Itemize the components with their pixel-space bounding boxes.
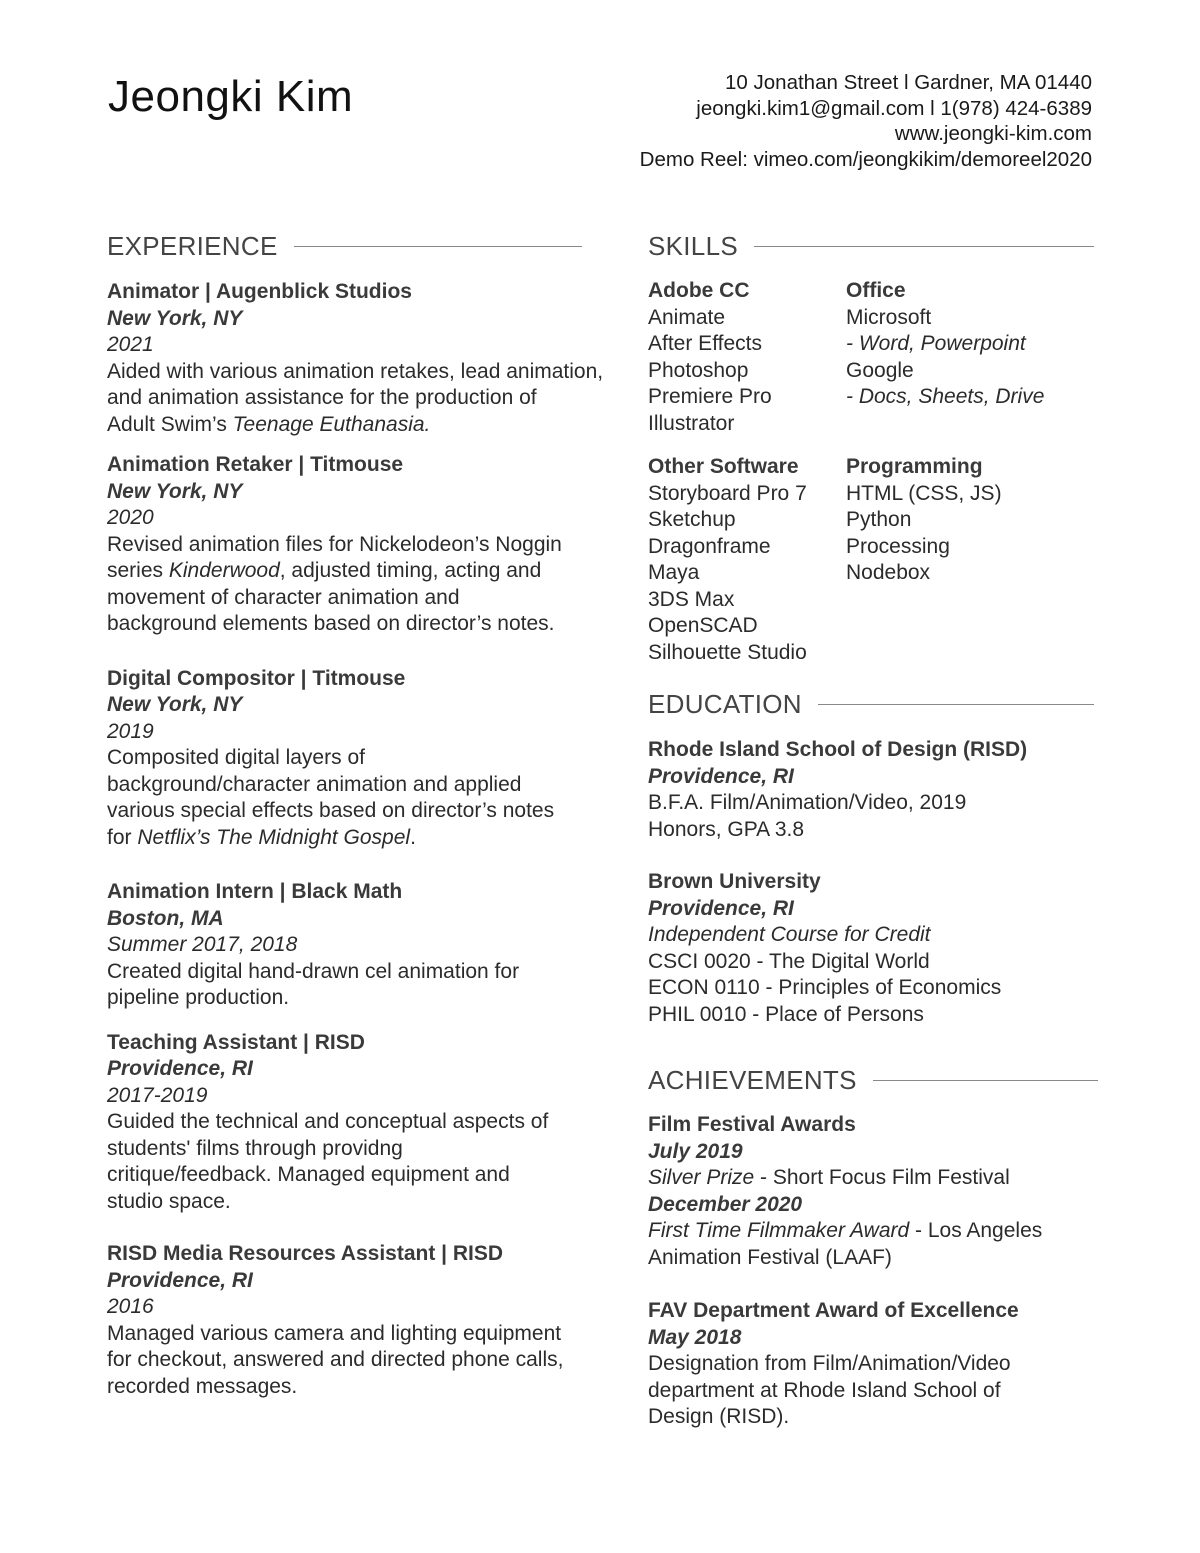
experience-title: EXPERIENCE <box>107 230 278 261</box>
job-role: Animation Retaker | Titmouse <box>107 453 404 476</box>
job-desc-line: studio space. <box>107 1189 231 1213</box>
skill-group-title: Adobe CC <box>648 279 750 302</box>
job-desc-line: background elements based on director’s notes. <box>107 612 555 635</box>
achievement-date: May 2018 <box>648 1325 742 1349</box>
skill-group-adobe <box>648 278 846 437</box>
job-entry <box>107 1030 632 1216</box>
education-entry <box>648 869 1098 1028</box>
education-header <box>648 686 1098 722</box>
job-date: 2019 <box>107 719 154 743</box>
job-desc-line: series Kinderwood, adjusted timing, acting and <box>107 559 542 582</box>
job-desc-line: and animation assistance for the production of <box>107 386 537 409</box>
job-desc-line: movement of character animation and <box>107 585 460 609</box>
job-desc-line: students' films through providng <box>107 1136 403 1160</box>
skill-item: Storyboard Pro 7 <box>648 481 807 505</box>
website: www.jeongki-kim.com <box>894 122 1092 145</box>
skill-group-other <box>648 454 846 666</box>
skill-group-title: Programming <box>846 455 983 478</box>
skill-item: After Effects <box>648 332 762 355</box>
job-date: 2021 <box>107 333 154 356</box>
section-rule <box>873 1080 1098 1081</box>
job-location: Providence, RI <box>107 1057 253 1080</box>
job-role: Animator | Augenblick Studios <box>107 280 412 303</box>
job-date: 2020 <box>107 506 154 529</box>
achievement-date: December 2020 <box>648 1192 803 1216</box>
job-date: 2016 <box>107 1295 154 1318</box>
skill-item: Illustrator <box>648 411 735 435</box>
job-desc-line: for Netflix’s The Midnight Gospel. <box>107 825 416 849</box>
school-name: Brown University <box>648 870 821 893</box>
job-date: 2017-2019 <box>107 1083 208 1107</box>
job-entry <box>107 666 632 852</box>
achievement-line: Silver Prize - Short Focus Film Festival <box>648 1166 1010 1189</box>
achievement-line: department at Rhode Island School of <box>648 1378 1001 1402</box>
skill-item: Photoshop <box>648 358 749 382</box>
honors: Honors, GPA 3.8 <box>648 817 805 841</box>
job-entry <box>107 452 632 638</box>
job-entry <box>107 279 632 438</box>
job-role: Teaching Assistant | RISD <box>107 1030 365 1054</box>
skill-item: Sketchup <box>648 508 736 531</box>
education-title: EDUCATION <box>648 688 802 719</box>
email-phone: jeongki.kim1@gmail.com l 1(978) 424-6389 <box>696 96 1092 120</box>
skill-item: Nodebox <box>846 561 931 584</box>
job-role: Animation Intern | Black Math <box>107 880 403 903</box>
job-role: RISD Media Resources Assistant | RISD <box>107 1242 504 1265</box>
achievement-date: July 2019 <box>648 1139 743 1163</box>
achievement-line: Designation from Film/Animation/Video <box>648 1352 1011 1375</box>
skill-item: Microsoft <box>846 305 932 329</box>
skill-group-programming <box>846 454 1086 666</box>
job-desc-line: Revised animation files for Nickelodeon’s Noggin <box>107 532 562 556</box>
section-rule <box>818 704 1094 705</box>
skill-item: Maya <box>648 561 700 584</box>
job-location: Providence, RI <box>107 1268 253 1292</box>
skills-title: SKILLS <box>648 230 738 261</box>
job-desc-line: Aided with various animation retakes, lead animation, <box>107 359 604 383</box>
job-desc-line: various special effects based on director’s notes <box>107 799 555 822</box>
skill-item: Dragonframe <box>648 534 771 558</box>
job-location: Boston, MA <box>107 906 224 930</box>
section-rule <box>754 246 1094 247</box>
job-desc-line: recorded messages. <box>107 1374 298 1398</box>
job-date: Summer 2017, 2018 <box>107 933 298 956</box>
job-role: Digital Compositor | Titmouse <box>107 666 406 690</box>
school-name: Rhode Island School of Design (RISD) <box>648 738 1028 761</box>
job-desc-line: Managed various camera and lighting equipment <box>107 1321 562 1345</box>
achievement-line: Animation Festival (LAAF) <box>648 1245 892 1269</box>
skill-item: Premiere Pro <box>648 385 772 408</box>
resume-name: Jeongki Kim <box>108 72 354 121</box>
right-column <box>648 228 1098 1431</box>
skill-group-title: Other Software <box>648 455 799 478</box>
education-entry <box>648 737 1098 843</box>
contact-block <box>640 70 1092 172</box>
achievements-header <box>648 1062 1098 1098</box>
experience-column <box>107 228 632 1400</box>
job-desc-line: pipeline production. <box>107 986 290 1009</box>
achievements-title: ACHIEVEMENTS <box>648 1064 857 1095</box>
job-location: New York, NY <box>107 693 243 716</box>
job-desc-line: Adult Swim’s Teenage Euthanasia. <box>107 412 431 436</box>
school-location: Providence, RI <box>648 764 794 788</box>
course-item: CSCI 0020 - The Digital World <box>648 949 930 973</box>
skill-item: Animate <box>648 305 726 329</box>
address: 10 Jonathan Street l Gardner, MA 01440 <box>725 71 1092 94</box>
job-desc-line: for checkout, answered and directed phone calls, <box>107 1348 564 1371</box>
skill-item: - Docs, Sheets, Drive <box>846 385 1045 408</box>
skill-group-office <box>846 278 1086 437</box>
skill-group-title: Office <box>846 279 906 302</box>
job-entry <box>107 879 632 1012</box>
experience-header <box>107 228 632 264</box>
job-desc-line: Composited digital layers of <box>107 746 365 769</box>
skill-item: OpenSCAD <box>648 614 758 637</box>
skill-item: Processing <box>846 534 950 558</box>
course-item: ECON 0110 - Principles of Economics <box>648 976 1002 999</box>
skill-item: Silhouette Studio <box>648 640 807 664</box>
job-desc-line: Guided the technical and conceptual aspects of <box>107 1110 549 1133</box>
achievement-title: Film Festival Awards <box>648 1113 856 1136</box>
job-location: New York, NY <box>107 479 243 503</box>
achievement-entry <box>648 1298 1098 1431</box>
section-rule <box>294 246 582 247</box>
demo-reel: Demo Reel: vimeo.com/jeongkikim/demoreel2020 <box>639 147 1092 171</box>
achievement-line: First Time Filmmaker Award - Los Angeles <box>648 1219 1043 1242</box>
job-desc-line: Created digital hand-drawn cel animation for <box>107 959 520 983</box>
achievement-title: FAV Department Award of Excellence <box>648 1299 1019 1322</box>
achievement-entry <box>648 1112 1098 1271</box>
skill-item: Python <box>846 508 912 531</box>
degree: B.F.A. Film/Animation/Video, 2019 <box>648 791 967 814</box>
job-desc-line: background/character animation and applied <box>107 772 522 796</box>
school-location: Providence, RI <box>648 896 794 920</box>
job-desc-line: critique/feedback. Managed equipment and <box>107 1163 510 1186</box>
skill-item: - Word, Powerpoint <box>846 332 1026 355</box>
achievement-line: Design (RISD). <box>648 1405 790 1428</box>
skill-item: HTML (CSS, JS) <box>846 481 1002 505</box>
skills-grid <box>648 278 1098 666</box>
course-item: PHIL 0010 - Place of Persons <box>648 1002 924 1026</box>
course-note: Independent Course for Credit <box>648 923 931 946</box>
skill-item: Google <box>846 358 914 382</box>
job-location: New York, NY <box>107 306 243 330</box>
skill-item: 3DS Max <box>648 587 735 611</box>
skills-header <box>648 228 1098 264</box>
job-entry <box>107 1241 632 1400</box>
